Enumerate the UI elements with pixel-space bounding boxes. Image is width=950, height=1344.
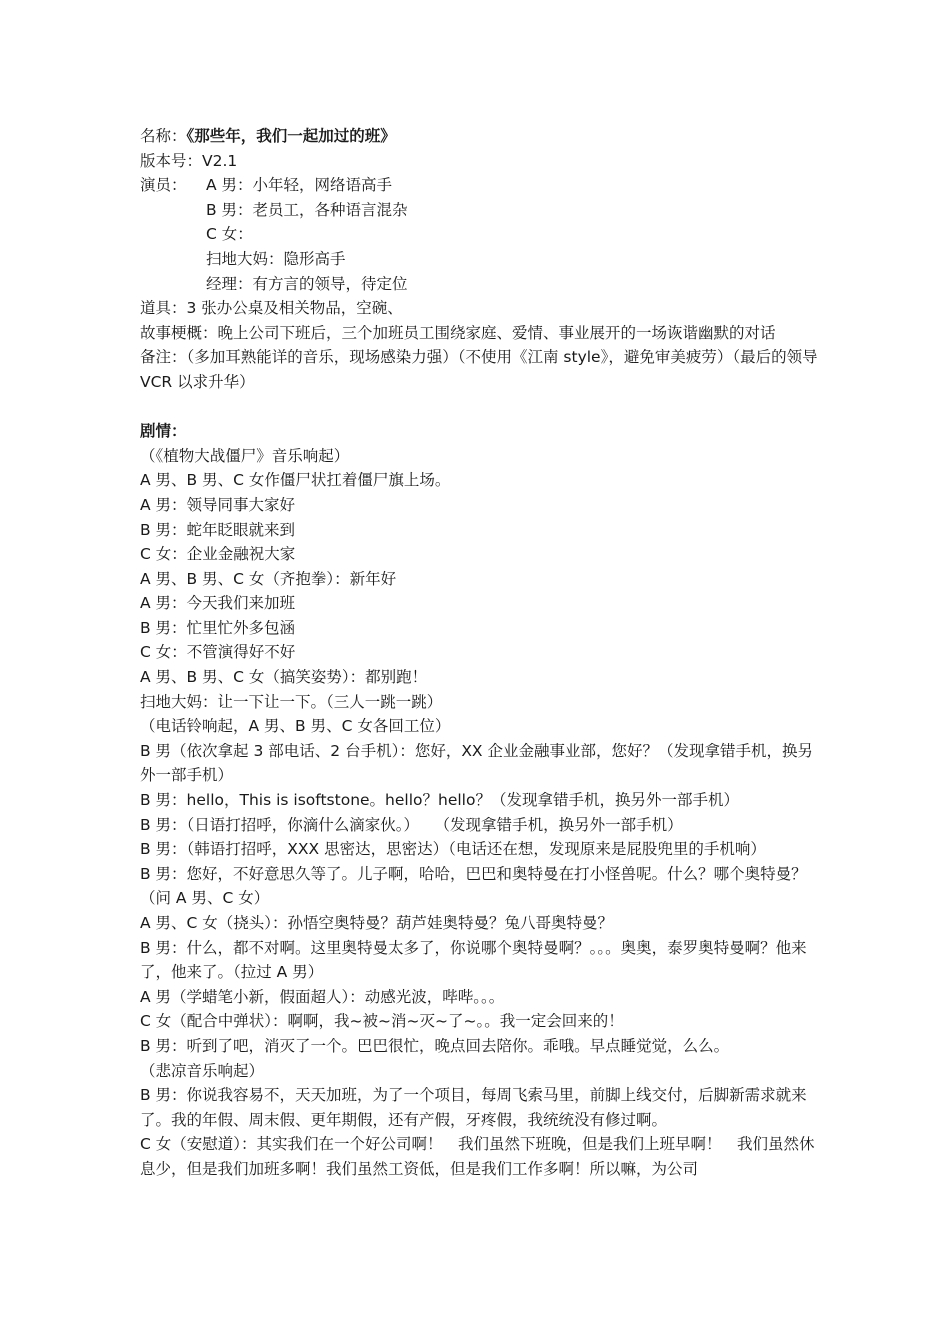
plot-line: A 男、C 女（挠头）：孙悟空奥特曼？葫芦娃奥特曼？兔八哥奥特曼？ [140, 914, 614, 932]
plot-line: C 女：企业金融祝大家 [140, 545, 296, 564]
title-line [140, 124, 820, 149]
plot-lines [140, 444, 820, 1182]
plot-line: （《植物大战僵尸》音乐响起） [140, 446, 350, 465]
plot-heading: 剧情： [140, 422, 187, 441]
plot-line: B 男：（韩语打招呼，XXX 思密达，思密达）（电话还在想，发现原来是屁股兜里的手机响） [140, 840, 766, 859]
plot-line: （电话铃响起，A 男、B 男、C 女各回工位） [140, 717, 451, 736]
cast-line [140, 173, 820, 198]
plot-line: B 男：你说我容易不，天天加班，为了一个项目，每周飞索马里，前脚上线交付，后脚新需求就来了。我的年假、周末假、更年期假，还有产假，牙疼假，我统统没有修过啊。 [140, 1086, 807, 1129]
plot-line: C 女：不管演得好不好 [140, 643, 296, 662]
document-page [140, 124, 820, 1182]
script-title: 《那些年，我们一起加过的班》 [186, 127, 396, 145]
cast-member: 经理：有方言的领导，待定位 [206, 274, 408, 293]
plot-line: A 男、B 男、C 女作僵尸状扛着僵尸旗上场。 [140, 471, 451, 490]
plot-line: B 男：hello，This is isoftstone。hello？hello？（发现拿错手机，换另外一部手机） [140, 791, 739, 810]
cast-member: C 女： [206, 225, 253, 244]
plot-line: B 男：您好，不好意思久等了。儿子啊，哈哈，巴巴和奥特曼在打小怪兽呢。什么？哪个奥特曼？（问 A 男、C 女） [140, 864, 807, 908]
plot-line: B 男：忙里忙外多包涵 [140, 618, 296, 637]
plot-line: C 女（安慰道）：其实我们在一个好公司啊！ 我们虽然下班晚，但是我们上班早啊！ 我们虽然休息少，但是我们加班多啊！我们虽然工资低，但是我们工作多啊！所以嘛，为公司 [140, 1135, 815, 1178]
plot-line: C 女（配合中弹状）：啊啊，我~被~消~灭~了~。。我一定会回来的！ [140, 1012, 624, 1031]
plot-line: B 男：听到了吧，消灭了一个。巴巴很忙，晚点回去陪你。乖哦。早点睡觉觉，么么。 [140, 1036, 730, 1055]
plot-line: 扫地大妈：让一下让一下。（三人一跳一跳） [140, 692, 443, 711]
remark-line: 备注：（多加耳熟能详的音乐，现场感染力强）（不使用《江南 style》，避免审美疲劳）（最后的领导 VCR 以求升华） [140, 348, 818, 391]
cast-member: B 男：老员工，各种语言混杂 [206, 200, 408, 219]
cast-label: 演员： [140, 176, 187, 195]
version-line: 版本号：V2.1 [140, 151, 238, 170]
spacer [140, 395, 820, 420]
plot-line: B 男（依次拿起 3 部电话、2 台手机）：您好，XX 企业金融事业部，您好？（发现拿错手机，换另外一部手机） [140, 741, 813, 785]
cast-member: 扫地大妈：隐形高手 [206, 249, 346, 268]
cast-member: A 男：小年轻，网络语高手 [206, 176, 393, 195]
name-label: 名称： [140, 127, 187, 145]
synopsis-line: 故事梗概：晚上公司下班后，三个加班员工围绕家庭、爱情、事业展开的一场诙谐幽默的对话 [140, 323, 776, 342]
plot-line: A 男：领导同事大家好 [140, 495, 296, 514]
plot-line: B 男：什么，都不对啊。这里奥特曼太多了，你说哪个奥特曼啊？。。。奥奥，泰罗奥特曼啊？他来了，他来了。（拉过 A 男） [140, 938, 807, 982]
plot-line: A 男、B 男、C 女（齐抱拳）：新年好 [140, 569, 397, 588]
plot-line: A 男、B 男、C 女（搞笑姿势）：都别跑！ [140, 668, 428, 687]
plot-line: B 男：（日语打招呼，你滴什么滴家伙。） （发现拿错手机，换另外一部手机） [140, 815, 683, 834]
plot-line: （悲凉音乐响起） [140, 1061, 265, 1080]
plot-line: A 男：今天我们来加班 [140, 594, 296, 613]
plot-line: A 男（学蜡笔小新，假面超人）：动感光波，哔哔。。。 [140, 987, 505, 1006]
plot-line: B 男：蛇年眨眼就来到 [140, 520, 296, 539]
props-line: 道具：3 张办公桌及相关物品，空碗、 [140, 299, 403, 318]
